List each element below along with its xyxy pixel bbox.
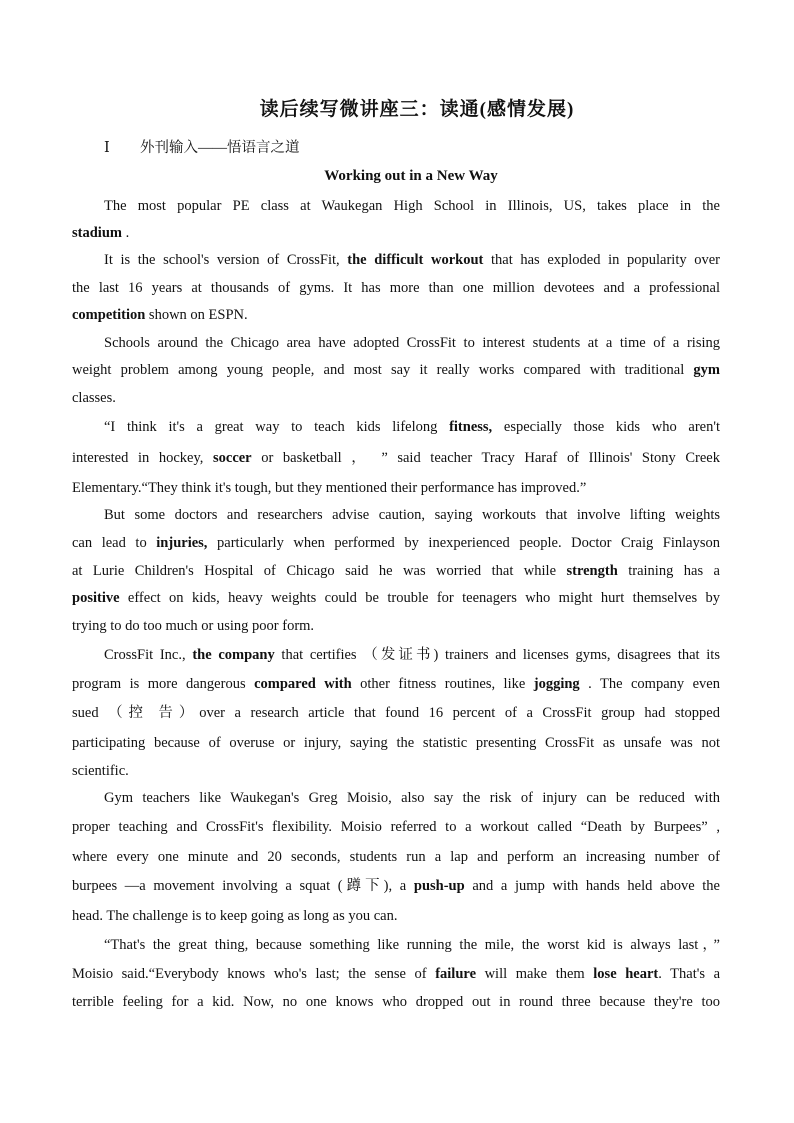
section-label: 外刊输入——悟语言之道: [140, 140, 300, 156]
paragraph-5-line-4: positive effect on kids, heavy weights could be trouble for teenagers who might hurt themselves by: [72, 590, 720, 606]
phrase-difficult-workout: the difficult workout: [347, 252, 484, 268]
paragraph-7-line-5: head. The challenge is to keep going as long as you can.: [72, 908, 398, 924]
vocab-fitness: fitness,: [449, 419, 493, 435]
vocab-soccer: soccer: [212, 450, 252, 466]
paragraph-5-line-2: can lead to injuries, particularly when performed by inexperienced people. Doctor Craig Finlayson: [72, 535, 720, 551]
vocab-positive: positive: [72, 590, 120, 606]
phrase-lose-heart: lose heart: [593, 966, 659, 982]
vocab-stadium: stadium: [72, 225, 122, 241]
paragraph-3-line-3: classes.: [72, 390, 116, 406]
paragraph-2-line-3: competition shown on ESPN.: [72, 307, 248, 323]
paragraph-6-line-2: program is more dangerous compared with other fitness routines, like jogging . The company even: [72, 676, 720, 692]
vocab-injuries: injuries,: [156, 535, 208, 551]
paragraph-7-line-3: where every one minute and 20 seconds, students run a lap and perform an increasing number of: [72, 849, 720, 865]
phrase-the-company: the company: [192, 647, 275, 663]
page-title: 读后续写微讲座三：读通(感情发展): [259, 99, 575, 120]
paragraph-6-line-4: participating because of overuse or injury, saying the statistic presenting CrossFit as unsafe was not: [72, 735, 720, 751]
paragraph-8-line-1: “That's the great thing, because something like running the mile, the worst kid is always last，”: [104, 937, 720, 953]
vocab-jogging: jogging: [533, 676, 580, 692]
paragraph-5-line-1: But some doctors and researchers advise caution, saying workouts that involve lifting weights: [104, 507, 720, 523]
paragraph-2-line-2: the last 16 years at thousands of gyms. It has more than one million devotees and a professional: [72, 280, 720, 296]
paragraph-7-line-1: Gym teachers like Waukegan's Greg Moisio, also say the risk of injury can be reduced with: [104, 790, 720, 806]
paragraph-7-line-4: burpees —a movement involving a squat (蹲下), a push-up and a jump with hands held above the: [72, 878, 720, 894]
vocab-push-up: push-up: [413, 878, 465, 894]
paragraph-4-line-2: interested in hockey, soccer or basketball ， ” said teacher Tracy Haraf of Illinois' Stony Creek: [72, 450, 720, 466]
paragraph-5-line-5: trying to do too much or using poor form.: [72, 618, 315, 634]
paragraph-6-line-3: sued （控 告）over a research article that found 16 percent of a CrossFit group had stopped: [72, 705, 720, 721]
paragraph-3-line-1: Schools around the Chicago area have adopted CrossFit to interest students at a time of a rising: [104, 335, 720, 351]
paragraph-6-line-1: CrossFit Inc., the company that certifies （发证书) trainers and licenses gyms, disagrees that its: [104, 647, 720, 663]
paragraph-8-line-2: Moisio said.“Everybody knows who's last; the sense of failure will make them lose heart. That's a: [72, 966, 721, 982]
vocab-failure: failure: [435, 966, 477, 982]
paragraph-7-line-2: proper teaching and CrossFit's flexibility. Moisio referred to a workout called “Death by Burpees” ,: [72, 819, 720, 835]
paragraph-1-line-2: stadium .: [72, 225, 130, 241]
vocab-competition: competition: [72, 307, 146, 323]
paragraph-6-line-5: scientific.: [72, 763, 129, 779]
paragraph-4-line-3: Elementary.“They think it's tough, but they mentioned their performance has improved.”: [72, 480, 587, 496]
paragraph-3-line-2: weight problem among young people, and most say it really works compared with traditional gym: [72, 362, 720, 378]
vocab-strength: strength: [566, 563, 618, 579]
paragraph-8-line-3: terrible feeling for a kid. Now, no one knows who dropped out in round three because they're too: [72, 994, 720, 1010]
paragraph-2-line-1: It is the school's version of CrossFit, the difficult workout that has exploded in popularity over: [104, 252, 720, 268]
article-title: Working out in a New Way: [324, 168, 498, 184]
section-heading: [104, 136, 300, 157]
phrase-compared-with: compared with: [254, 676, 352, 692]
paragraph-5-line-3: at Lurie Children's Hospital of Chicago said he was worried that while strength training has a: [72, 563, 720, 579]
section-number: Ⅰ: [104, 140, 110, 156]
paragraph-4-line-1: “I think it's a great way to teach kids lifelong fitness, especially those kids who aren't: [104, 419, 720, 435]
vocab-gym: gym: [693, 362, 720, 378]
paragraph-1-line-1: The most popular PE class at Waukegan High School in Illinois, US, takes place in the: [104, 198, 720, 214]
